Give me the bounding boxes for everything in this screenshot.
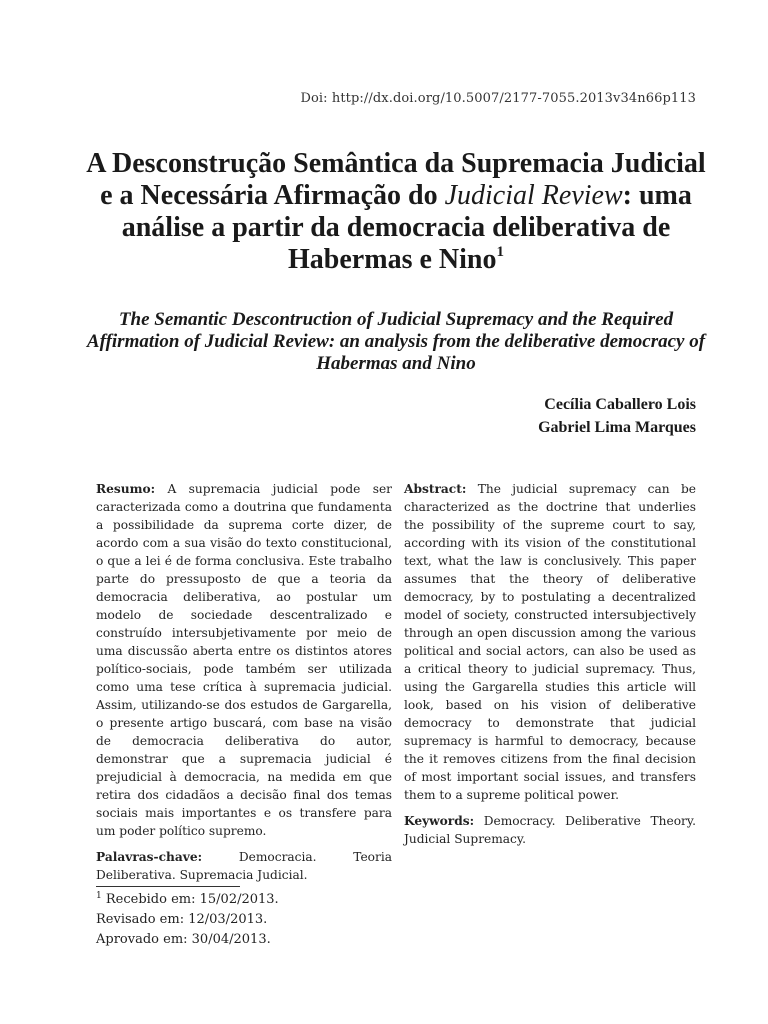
resumo-text: A supremacia judicial pode ser caracterizada como a doutrina que fundamenta a possibilidade da suprema corte dizer, de acordo com a sua visão do texto constitucional, o que a lei é de forma conclusiva. Este trabalho parte do pressuposto de que a teoria da democracia deliberativa, ao postular um modelo de sociedade descentralizado e construído intersubjetivamente por meio de uma discussão aberta entre os distintos atores político-sociais, pode também ser utilizada como uma tese crítica à supremacia judicial. Assim, utilizando-se dos estudos de Gargarella, o presente artigo buscará, com base na visão de democracia deliberativa do autor, demonstrar que a supremacia judicial é prejudicial à democracia, na medida em que retira dos cidadãos a decisão final dos temas sociais mais importantes e os transfere para um poder político supremo.	[96, 482, 392, 838]
title-italic: Judicial Review	[444, 180, 623, 211]
footnotes	[96, 890, 279, 950]
title-footnote-mark: 1	[496, 244, 504, 260]
title-part-2: : uma análise a partir da democracia deliberativa de Habermas e Nino	[121, 180, 692, 275]
abstract-paragraph	[404, 480, 696, 804]
footnote-received	[96, 890, 279, 910]
palavras-chave-text: Democracia. Teoria Deliberativa. Supremacia Judicial.	[96, 850, 392, 882]
title-part-1: A Desconstrução Semântica da Supremacia Judicial e a Necessária Afirmação do	[86, 148, 706, 211]
doi-line: Doi: http://dx.doi.org/10.5007/2177-7055.2013v34n66p113	[300, 91, 696, 106]
resumo-paragraph	[96, 480, 392, 840]
palavras-chave-paragraph	[96, 848, 392, 884]
abstract-label: Abstract:	[404, 482, 467, 496]
abstract-column	[404, 480, 696, 848]
footnote-received-text: Recebido em: 15/02/2013.	[105, 892, 279, 907]
article-subtitle: The Semantic Descontruction of Judicial Supremacy and the Required Affirmation of Judicial Review: an analysis from the deliberative democracy of Habermas and Nino	[86, 309, 706, 374]
article-title	[80, 148, 712, 276]
footnote-revised: Revisado em: 12/03/2013.	[96, 912, 268, 927]
keywords-label: Keywords:	[404, 814, 475, 828]
palavras-chave-label: Palavras-chave:	[96, 850, 203, 864]
abstract-text: The judicial supremacy can be characterized as the doctrine that underlies the possibility of the supreme court to say, according with its vision of the constitutional text, what the law is conclusively. This paper assumes that the theory of deliberative democracy, by to postulating a decentralized model of society, constructed intersubjectively through an open discussion among the various political and social actors, can also be used as a critical theory to judicial supremacy. Thus, using the Gargarella studies this article will look, based on his vision of deliberative democracy to demonstrate that judicial supremacy is harmful to democracy, because the it removes citizens from the final decision of most important social issues, and transfers them to a supreme political power.	[404, 482, 697, 802]
authors	[538, 393, 696, 439]
keywords-text: Democracy. Deliberative Theory. Judicial Supremacy.	[404, 814, 696, 846]
keywords-paragraph	[404, 812, 696, 848]
resumo-column	[96, 480, 392, 884]
footnote-divider	[96, 886, 240, 887]
author-2: Gabriel Lima Marques	[538, 419, 696, 436]
footnote-mark: 1	[96, 891, 102, 901]
footnote-approved: Aprovado em: 30/04/2013.	[96, 932, 271, 947]
author-1: Cecília Caballero Lois	[544, 396, 696, 413]
resumo-label: Resumo:	[96, 482, 156, 496]
